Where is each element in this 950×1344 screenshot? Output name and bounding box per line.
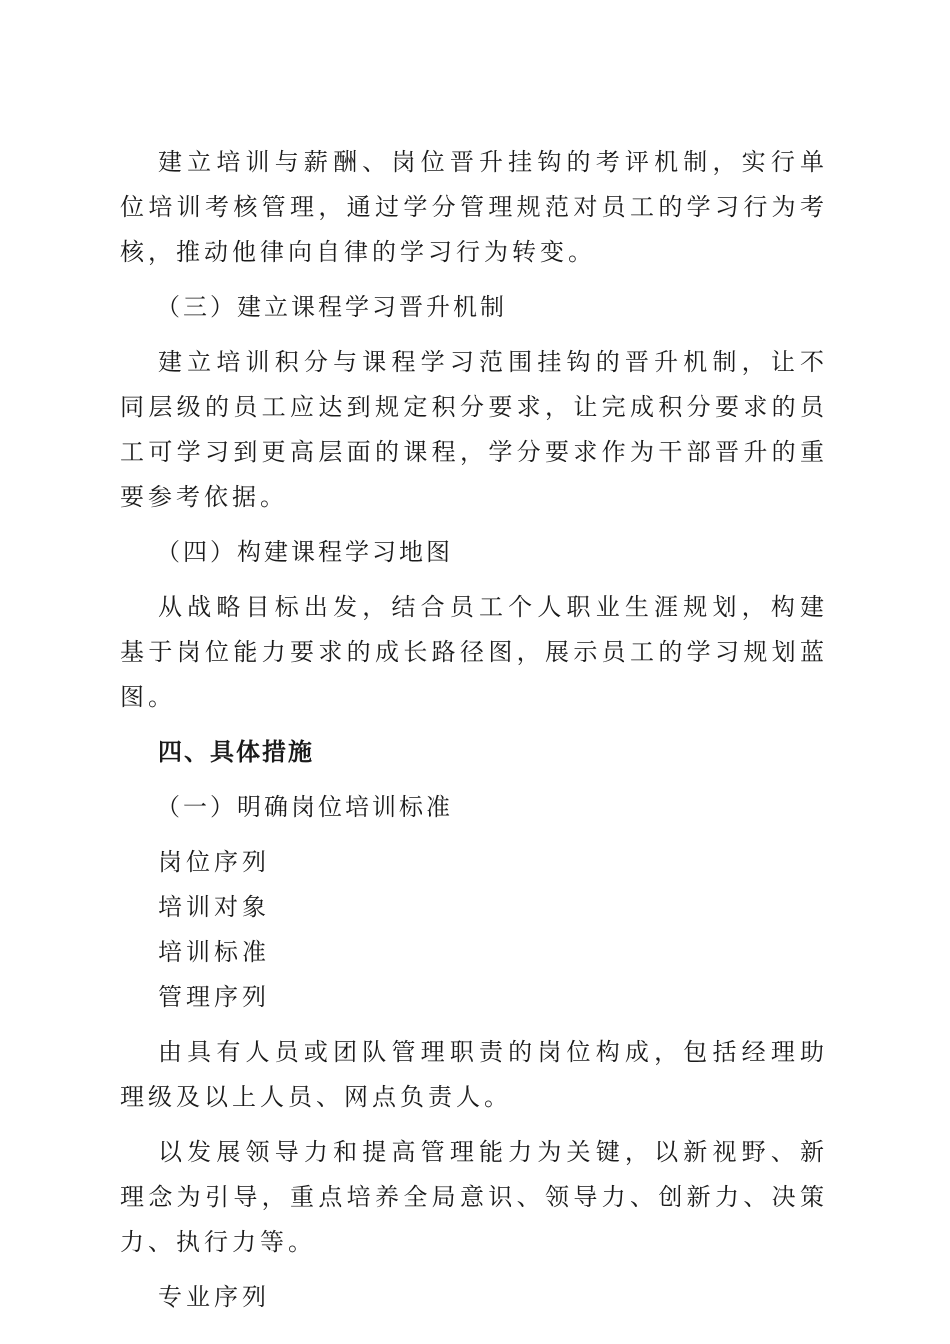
list-item-management-sequence: 管理序列: [158, 983, 270, 1011]
section-heading-measures: 四、具体措施: [158, 738, 314, 766]
paragraph-management-scope: 由具有人员或团队管理职责的岗位构成，包括经理助理级及以上人员、网点负责人。: [120, 1038, 828, 1111]
list-item-position-sequence: 岗位序列: [158, 848, 270, 876]
list-item-professional-sequence: 专业序列: [158, 1283, 270, 1311]
paragraph-learning-map: 从战略目标出发，结合员工个人职业生涯规划，构建基于岗位能力要求的成长路径图，展示员工的学习规划蓝图。: [120, 593, 828, 711]
document-body: [120, 140, 828, 1320]
heading-course-promotion: （三）建立课程学习晋升机制: [156, 293, 507, 321]
paragraph-management-goals: 以发展领导力和提高管理能力为关键，以新视野、新理念为引导，重点培养全局意识、领导力、创新力、决策力、执行力等。: [120, 1138, 828, 1256]
heading-learning-map: （四）构建课程学习地图: [156, 538, 453, 566]
paragraph-course-promotion: 建立培训积分与课程学习范围挂钩的晋升机制，让不同层级的员工应达到规定积分要求，让完成积分要求的员工可学习到更高层面的课程，学分要求作为干部晋升的重要参考依据。: [120, 348, 828, 511]
heading-training-standards: （一）明确岗位培训标准: [156, 793, 453, 821]
paragraph-evaluation-mechanism: 建立培训与薪酬、岗位晋升挂钩的考评机制，实行单位培训考核管理，通过学分管理规范对员工的学习行为考核，推动他律向自律的学习行为转变。: [120, 148, 828, 266]
list-item-training-standard: 培训标准: [158, 938, 270, 966]
list-item-training-target: 培训对象: [158, 893, 270, 921]
